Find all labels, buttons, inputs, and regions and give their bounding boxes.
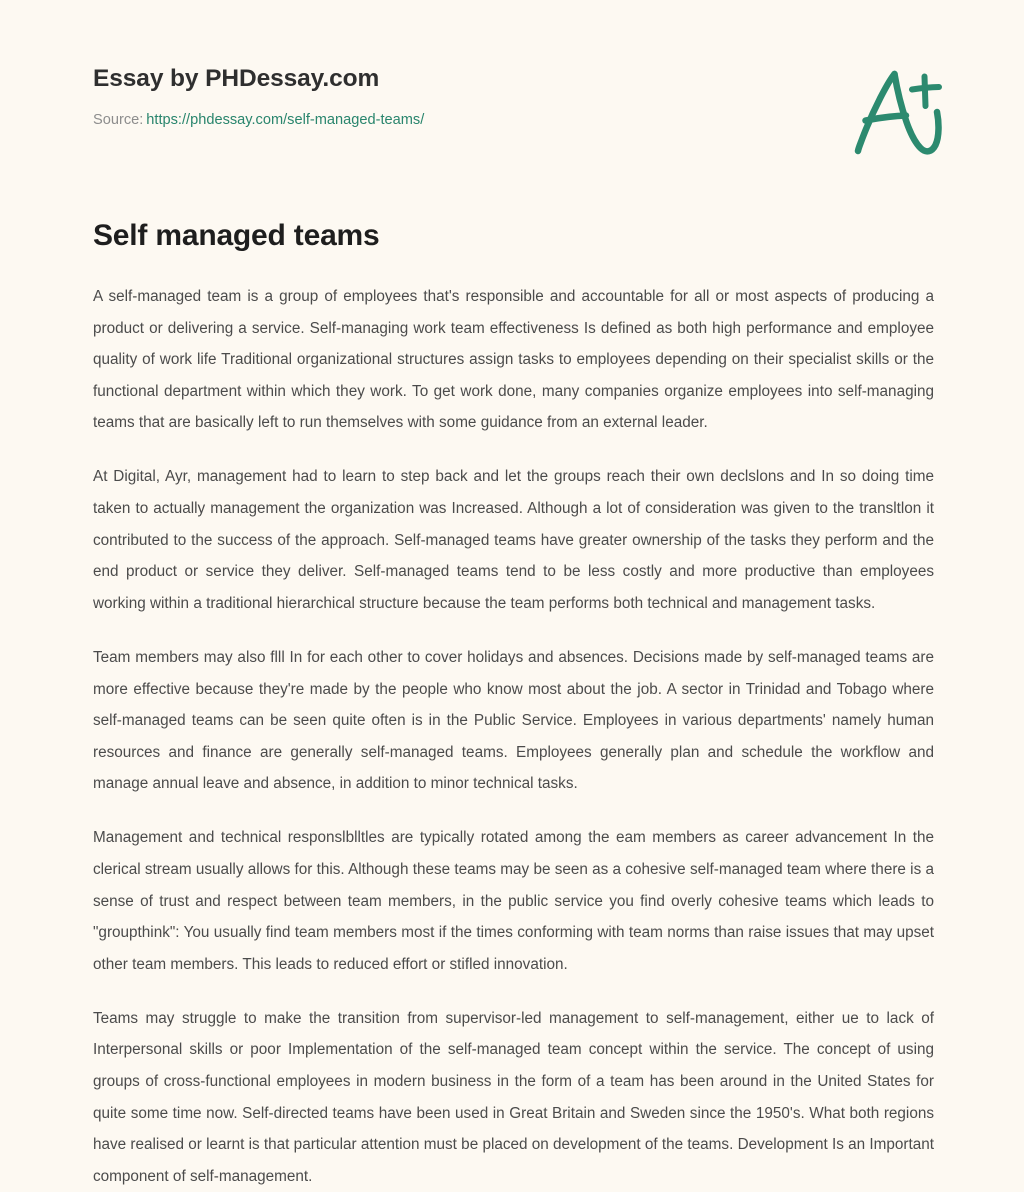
source-line	[93, 112, 949, 130]
paragraph: At Digital, Ayr, management had to learn to step back and let the groups reach their own declslons and In so doing time taken to actually management the organization was Increased. Although a lot of consideration was given to the transltlon it contributed to the success of the approach. Self-managed teams have greater ownership of the tasks they perform and the end product or service they deliver. Self-managed teams tend to be less costly and more productive than employees working within a traditional hierarchical structure because the team performs both technical and management tasks.	[93, 468, 934, 612]
paragraph: A self-managed team is a group of employees that's responsible and accountable for all or most aspects of producing a product or delivering a service. Self-managing work team effectiveness Is defined as both high performance and employee quality of work life Traditional organizational structures assign tasks to employees depending on their specialist skills or the functional department within which they work. To get work done, many companies organize employees into self-managing teams that are basically left to run themselves with some guidance from an external leader.	[93, 288, 934, 432]
paragraph: Teams may struggle to make the transition from supervisor-led management to self-management, either ue to lack of Interpersonal skills or poor Implementation of the self-managed team concept within the service. The concept of using groups of cross-functional employees in modern business in the form of a team has been around in the United States for quite some time now. Self-directed teams have been used in Great Britain and Sweden since the 1950's. What both regions have realised or learnt is that particular attention must be placed on development of the teams. Development Is an Important component of self-management.	[93, 1009, 934, 1185]
page-title: Self managed teams	[93, 219, 380, 252]
source-url-link[interactable]: https://phdessay.com/self-managed-teams/	[146, 111, 425, 128]
document-header	[93, 66, 949, 186]
brand-title: Essay by PHDessay.com	[93, 65, 380, 92]
source-label: Source:	[93, 111, 144, 128]
paragraph: Management and technical responslblltles are typically rotated among the eam members as career advancement In the clerical stream usually allows for this. Although these teams may be seen as a cohesive self-managed team where there is a sense of trust and respect between team members, in the public service you find overly cohesive teams which leads to "groupthink": You usually find team members most if the times conforming with team norms than raise issues that may upset other team members. This leads to reduced effort or stifled innovation.	[93, 829, 934, 973]
aplus-logo-icon	[840, 56, 952, 168]
essay-body	[93, 281, 934, 1192]
paragraph: Team members may also flll In for each other to cover holidays and absences. Decisions made by self-managed teams are more effective because they're made by the people who know most about the job. A sector in Trinidad and Tobago where self-managed teams can be seen quite often is in the Public Service. Employees in various departments' namely human resources and finance are generally self-managed teams. Employees generally plan and schedule the workflow and manage annual leave and absence, in addition to minor technical tasks.	[93, 648, 934, 793]
